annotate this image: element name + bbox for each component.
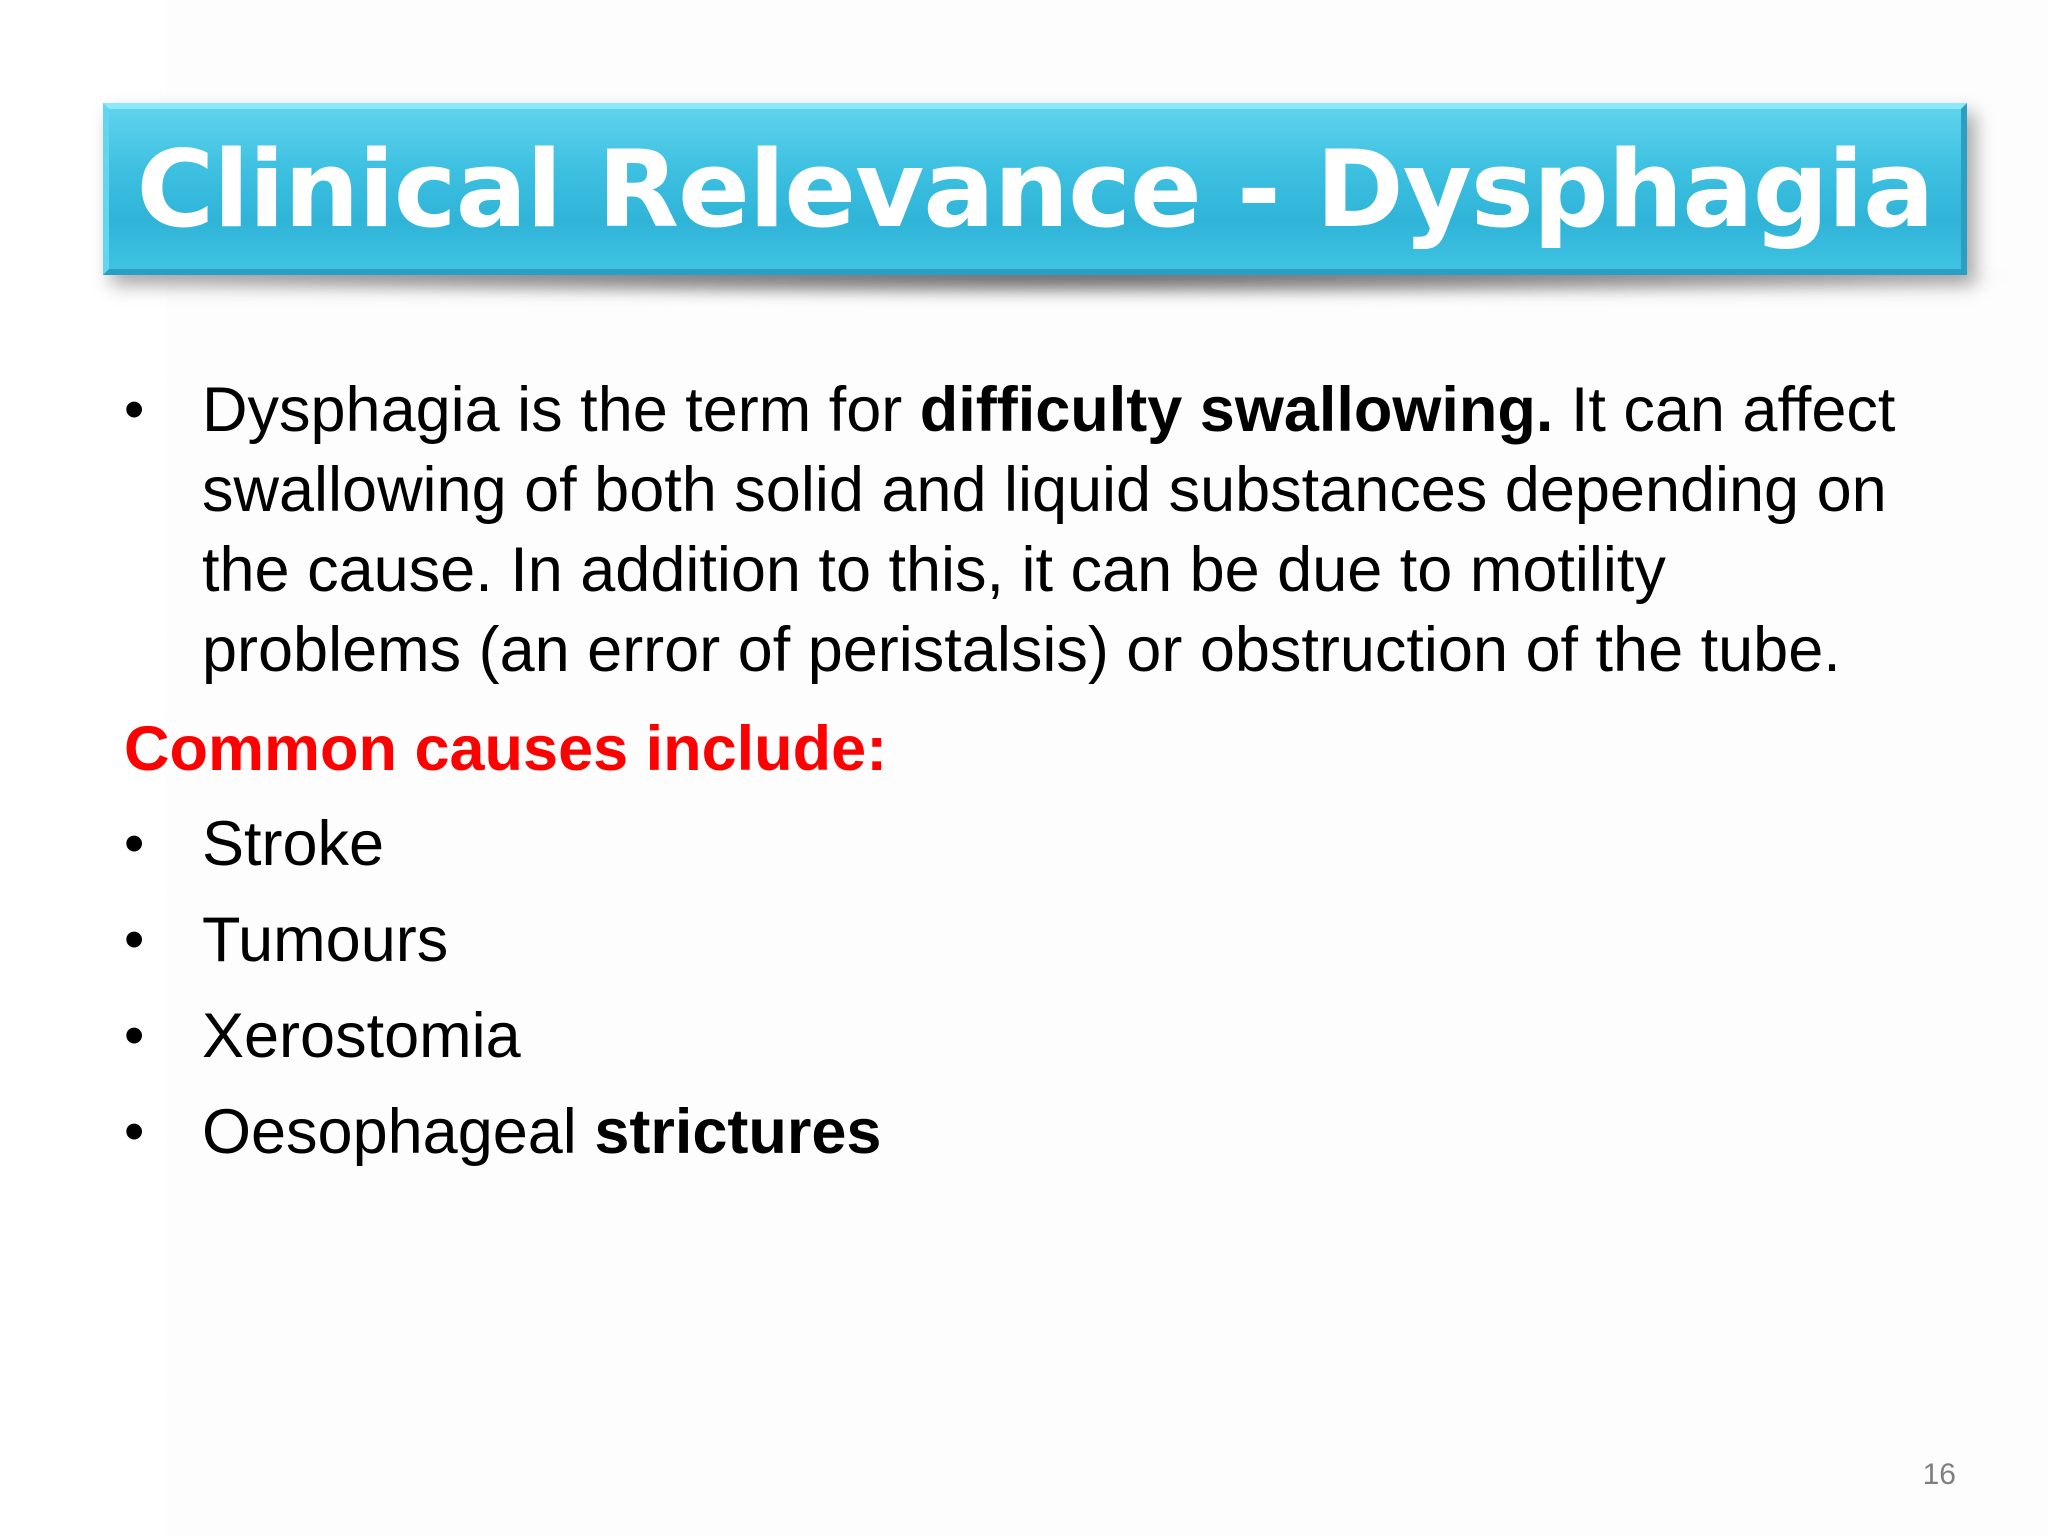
- bullet-icon: •: [124, 907, 145, 972]
- definition-text: [202, 370, 1904, 690]
- cause-text: [202, 1092, 2004, 1172]
- list-item: [124, 996, 2004, 1076]
- page-number: 16: [1922, 1458, 1956, 1491]
- cause-bold: strictures: [594, 1097, 882, 1167]
- causes-list: [124, 804, 2004, 1172]
- cause-label: Tumours: [202, 905, 449, 975]
- list-item: [124, 900, 2004, 980]
- cause-text: [202, 804, 2004, 884]
- title-banner: [103, 103, 1967, 275]
- cause-label: Xerostomia: [202, 1001, 521, 1071]
- cause-label: Oesophageal: [202, 1097, 595, 1167]
- bullet-icon: •: [124, 811, 145, 876]
- list-item: [124, 1092, 2004, 1172]
- cause-text: [202, 996, 2004, 1076]
- causes-heading: Common causes include:: [124, 714, 888, 784]
- cause-label: Stroke: [202, 809, 385, 879]
- slide-content: [124, 370, 2004, 1172]
- list-item: [124, 804, 2004, 884]
- definition-text-part2: It can affect swallowing of both solid and liquid substances depending on the cause. In addition to this, it can be due to motility problems (an error of peristalsis) or obstruction of the tube.: [202, 375, 1896, 685]
- slide-title: Clinical Relevance - Dysphagia: [136, 127, 1934, 251]
- bullet-icon: •: [124, 1003, 145, 1068]
- bullet-icon: •: [124, 1099, 145, 1164]
- definition-bold-term: difficulty swallowing.: [919, 375, 1554, 445]
- definition-text-part1: Dysphagia is the term for: [202, 375, 920, 445]
- definition-bullet: [124, 370, 1904, 690]
- bullet-icon: •: [124, 377, 145, 442]
- cause-text: [202, 900, 2004, 980]
